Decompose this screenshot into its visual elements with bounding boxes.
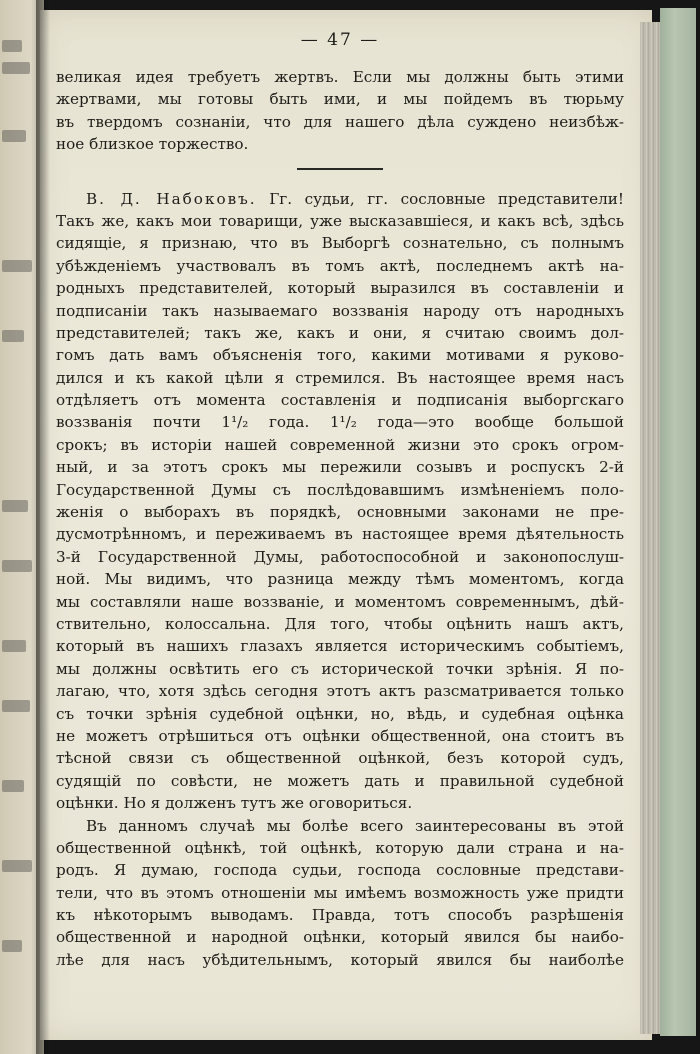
text-line: Въ данномъ случаѣ мы болѣе всего заинтересованы въ этой xyxy=(86,816,624,835)
book-gutter-shadow xyxy=(36,0,50,1054)
text-line: судящій по совѣсти, не можетъ дать и правильной судебной xyxy=(56,771,624,790)
text-line: дился и къ какой цѣли я стремился. Въ настоящее время насъ xyxy=(56,368,624,387)
text-line: въ твердомъ сознаніи, что для нашего дѣла суждено неизбѣж- xyxy=(56,112,624,131)
page-block-edge xyxy=(640,22,662,1034)
text-line: женія о выборахъ въ порядкѣ, основными законами не пре- xyxy=(56,503,624,522)
text-line: ное близкое торжество. xyxy=(56,135,249,154)
text-line: общественной оцѣнкѣ, той оцѣнкѣ, которую дали страна и на- xyxy=(56,838,624,857)
text-line: общественной и народной оцѣнки, который явился бы наибо- xyxy=(56,928,624,947)
text-line: оцѣнки. Но я долженъ тутъ же оговориться. xyxy=(56,794,413,813)
text-line: мы составляли наше воззваніе, и моментомъ современнымъ, дѣй- xyxy=(56,592,624,611)
text-line: воззванія почти 1¹/₂ года. 1¹/₂ года—это вообще большой xyxy=(56,413,624,432)
text-line: дусмотрѣнномъ, и переживаемъ въ настоящее время дѣятельность xyxy=(56,525,624,544)
speech-paragraph xyxy=(56,188,624,815)
text-line: родныхъ представителей, который выразился въ составленіи и xyxy=(56,279,624,298)
text-line: къ нѣкоторымъ выводамъ. Правда, тотъ способъ разрѣшенія xyxy=(56,906,624,925)
text-line: Государственной Думы съ послѣдовавшимъ измѣненіемъ поло- xyxy=(56,480,624,499)
speaker-name: В. Д. Набоковъ. xyxy=(86,189,257,208)
text-line: гомъ дать вамъ объясненія того, какими мотивами я руково- xyxy=(56,346,624,365)
text-line: сидящіе, я признаю, что въ Выборгѣ сознательно, съ полнымъ xyxy=(56,234,624,253)
text-line: не можетъ отрѣшиться отъ оцѣнки общественной, она стоитъ въ xyxy=(56,726,624,745)
text-line: съ точки зрѣнія судебной оцѣнки, но, вѣдь, и судебная оцѣнка xyxy=(56,704,624,723)
text-line: убѣжденіемъ участвовалъ въ томъ актѣ, последнемъ актѣ на- xyxy=(56,256,624,275)
page-content xyxy=(56,28,624,971)
text-line: который въ нашихъ глазахъ является историческимъ событіемъ, xyxy=(56,637,624,656)
text-line: Такъ же, какъ мои товарищи, уже высказавшіеся, и какъ всѣ, здѣсь xyxy=(56,211,624,230)
text-line: ной. Мы видимъ, что разница между тѣмъ моментомъ, когда xyxy=(56,570,624,589)
text-line: 3-й Государственной Думы, работоспособной и законопослуш- xyxy=(56,547,624,566)
text-line: мы должны освѣтить его съ исторической точки зрѣнія. Я по- xyxy=(56,659,624,678)
intro-paragraph xyxy=(56,66,624,156)
text-line: родъ. Я думаю, господа судьи, господа сословные представи- xyxy=(56,861,624,880)
text-line: тели, что въ этомъ отношеніи мы имѣемъ возможность уже придти xyxy=(56,883,624,902)
speech-first-line xyxy=(56,188,624,210)
text-line: великая идея требуетъ жертвъ. Если мы должны быть этими xyxy=(56,68,624,86)
text-line: представителей; такъ же, какъ и они, я считаю своимъ дол- xyxy=(56,323,624,342)
text-line: срокъ; въ исторіи нашей современной жизни это срокъ огром- xyxy=(56,435,624,454)
text-line: жертвами, мы готовы быть ими, и мы пойдемъ въ тюрьму xyxy=(56,90,624,109)
text-line: тѣсной связи съ общественной оцѣнкой, безъ которой судъ, xyxy=(56,749,624,768)
text-line: лѣе для насъ убѣдительнымъ, который явился бы наиболѣе xyxy=(56,950,624,969)
second-paragraph xyxy=(56,815,624,972)
section-divider xyxy=(297,168,383,170)
speech-opening: Гг. судьи, гг. сословные представители! xyxy=(269,189,624,208)
text-line: отдѣляетъ отъ момента составленія и подписанія выборгскаго xyxy=(56,391,624,410)
book-cover-edge xyxy=(660,8,696,1036)
text-line: ный, и за этотъ срокъ мы пережили созывъ и роспускъ 2-й xyxy=(56,458,624,477)
text-line: ствительно, колоссальна. Для того, чтобы оцѣнить нашъ актъ, xyxy=(56,614,624,633)
text-line: лагаю, что, хотя здѣсь сегодня этотъ актъ разсматривается только xyxy=(56,682,624,701)
page-number: — 47 — xyxy=(300,30,380,50)
text-line: подписаніи такъ называемаго воззванія народу отъ народныхъ xyxy=(56,301,624,320)
